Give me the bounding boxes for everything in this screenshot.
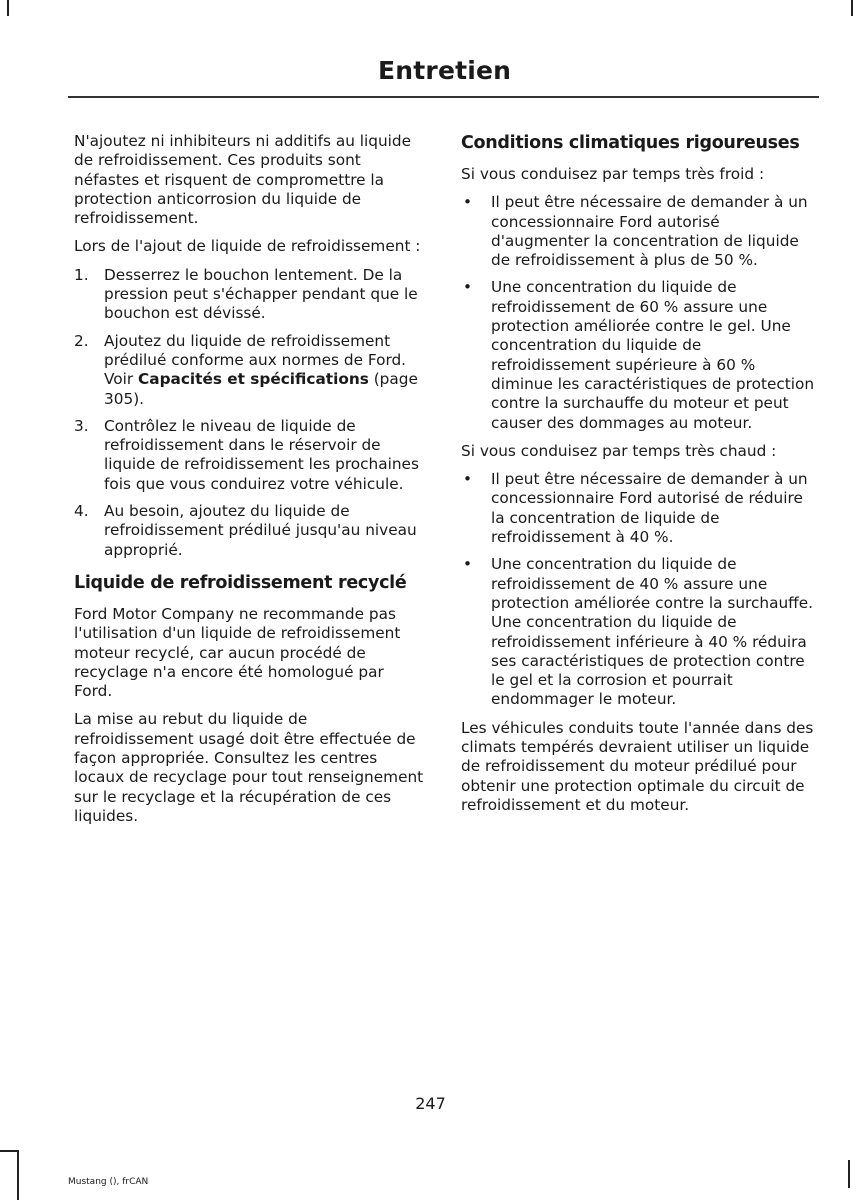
- footer-text: Mustang (), frCAN: [68, 1177, 149, 1187]
- crop-mark-bottom-left-h: [0, 1150, 18, 1152]
- crop-mark-top-left: [7, 0, 9, 16]
- step-2: [74, 332, 426, 409]
- step-number: 4.: [74, 502, 89, 521]
- crop-mark-top-right: [851, 0, 853, 16]
- temperate-climate-paragraph: Les véhicules conduits toute l'année dans des climats tempérés devraient utiliser un liquide de refroidissement du moteur prédilué pour obtenir une protection optimale du circuit de refroidissement et du moteur.: [461, 718, 814, 814]
- bullet-icon: •: [463, 470, 473, 489]
- hot-bullet-1: [461, 470, 815, 547]
- right-column: [461, 132, 815, 824]
- step-number: 2.: [74, 331, 89, 350]
- bullet-text: Il peut être nécessaire de demander à un concessionnaire Ford autorisé de réduire la concentration de liquide de refroidissement à 40 %.: [491, 470, 808, 547]
- bullet-icon: •: [463, 278, 473, 297]
- step-1: [74, 266, 426, 324]
- bullet-icon: •: [463, 193, 473, 212]
- cold-weather-list: [461, 193, 815, 433]
- hot-bullet-2: [461, 555, 815, 709]
- cross-reference-link[interactable]: Capacités et spécifications: [138, 370, 369, 389]
- crop-mark-bottom-left-v: [17, 1150, 19, 1200]
- coolant-steps-list: [74, 266, 426, 560]
- step-number: 1.: [74, 265, 89, 284]
- header-rule: [68, 96, 819, 98]
- step-text: Ajoutez du liquide de refroidissement prédilué conforme aux normes de Ford. Voir: [104, 331, 407, 389]
- recycled-coolant-paragraph: Ford Motor Company ne recommande pas l'utilisation d'un liquide de refroidissement moteur recyclé, car aucun procédé de recyclage n'a encore été homologué par Ford.: [74, 604, 401, 701]
- step-text: Au besoin, ajoutez du liquide de refroidissement prédilué jusqu'au niveau approprié.: [104, 502, 417, 559]
- step-4: [74, 502, 426, 560]
- recycled-coolant-heading: Liquide de refroidissement recyclé: [74, 572, 407, 593]
- hot-weather-list: [461, 470, 815, 710]
- bullet-text: Une concentration du liquide de refroidissement de 40 % assure une protection améliorée contre la surchauffe. Une concentration du liquide de refroidissement inférieure à 40 % réduira ses caractéristiques de protection contre le gel et la corrosion et pourrait endommager le moteur.: [491, 555, 813, 709]
- additives-warning-paragraph: N'ajoutez ni inhibiteurs ni additifs au liquide de refroidissement. Ces produits sont néfastes et risquent de compromettre la protection anticorrosion du liquide de refroidissement.: [74, 132, 412, 228]
- step-text: Desserrez le bouchon lentement. De la pression peut s'échapper pendant que le bouchon est dévissé.: [104, 265, 418, 323]
- step-3: [74, 417, 426, 494]
- left-column: [74, 132, 426, 835]
- adding-coolant-intro: Lors de l'ajout de liquide de refroidissement :: [74, 237, 421, 256]
- page-title: Entretien: [378, 56, 512, 85]
- bullet-text: Une concentration du liquide de refroidissement de 60 % assure une protection améliorée contre le gel. Une concentration du liquide de refroidissement supérieure à 60 % diminue les caractéristiques de protection contre la surchauffe du moteur et peut causer des dommages au moteur.: [491, 278, 815, 432]
- cold-weather-intro: Si vous conduisez par temps très froid :: [461, 165, 765, 183]
- cold-bullet-1: [461, 193, 815, 270]
- disposal-paragraph: La mise au rebut du liquide de refroidissement usagé doit être effectuée de façon appropriée. Consultez les centres locaux de recyclage pour tout renseignement sur le recyclage et la récupération de ces liquides.: [74, 710, 424, 825]
- step-number: 3.: [74, 416, 89, 435]
- page-number: 247: [415, 1094, 446, 1113]
- step-text-after: (page 305).: [104, 370, 418, 408]
- bullet-icon: •: [463, 555, 473, 574]
- severe-climate-heading: Conditions climatiques rigoureuses: [461, 133, 800, 153]
- step-text: Contrôlez le niveau de liquide de refroidissement dans le réservoir de liquide de refroidissement les prochaines fois que vous conduirez votre véhicule.: [104, 416, 419, 493]
- cold-bullet-2: [461, 278, 815, 432]
- bullet-text: Il peut être nécessaire de demander à un concessionnaire Ford autorisé d'augmenter la concentration de liquide de refroidissement à plus de 50 %.: [491, 193, 808, 270]
- crop-mark-bottom-right: [848, 1160, 850, 1188]
- hot-weather-intro: Si vous conduisez par temps très chaud :: [461, 441, 777, 460]
